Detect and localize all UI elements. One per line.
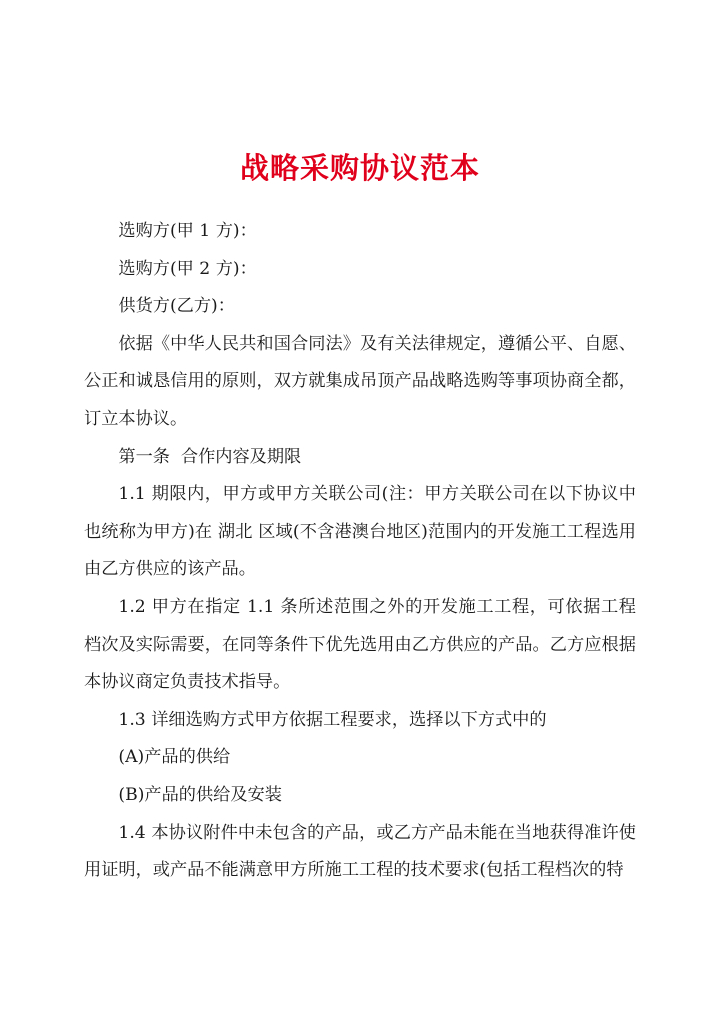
document-body [84, 213, 636, 890]
document-title: 战略采购协议范本 [239, 151, 480, 185]
clause-1-3: 1.3 详细选购方式甲方依据工程要求，选择以下方式中的 [118, 709, 547, 730]
option-a: (A)产品的供给 [118, 747, 231, 768]
clause-1-4: 1.4 本协议附件中未包含的产品，或乙方产品未能在当地获得准许使用证明，或产品不能满意甲方所施工工程的技术要求(包括工程档次的特 [84, 822, 636, 881]
buyer-1-line: 选购方(甲 1 方)： [118, 221, 257, 241]
supplier-line: 供货方(乙方)： [118, 296, 235, 317]
buyer-2-line: 选购方(甲 2 方)： [118, 258, 257, 279]
clause-1-1: 1.1 期限内，甲方或甲方关联公司(注：甲方关联公司在以下协议中也统称为甲方)在 湖北 区域(不含港澳台地区)范围内的开发施工工程选用由乙方供应的该产品。 [84, 484, 636, 580]
clause-1-2: 1.2 甲方在指定 1.1 条所述范围之外的开发施工工程，可依据工程档次及实际需要，在同等条件下优先选用由乙方供应的产品。乙方应根据本协议商定负责技术指导。 [84, 596, 636, 693]
preamble-paragraph: 依据《中华人民共和国合同法》及有关法律规定，遵循公平、自愿、公正和诚恳信用的原则，双方就集成吊顶产品战略选购等事项协商全都，订立本协议。 [84, 333, 636, 429]
article-1-heading: 第一条 合作内容及期限 [118, 446, 302, 467]
option-b: (B)产品的供给及安装 [118, 784, 282, 805]
